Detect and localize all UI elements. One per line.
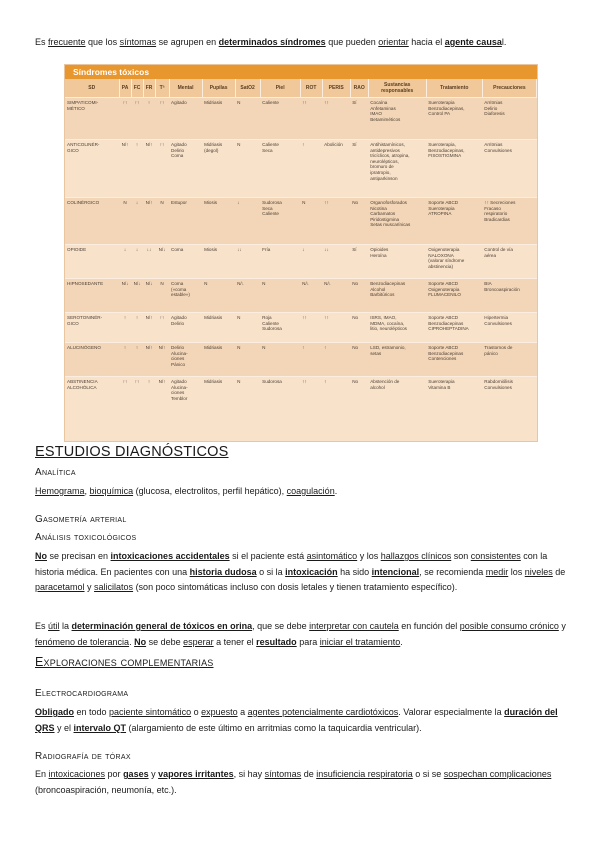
table-cell: ↑ (131, 313, 143, 343)
table-cell: Soporte ABCD Oxigenoterapia FLUMACENILO (426, 279, 482, 313)
table-cell: Oxigenoterapia NALOXONA (valorar síndrome abstinencia) (426, 245, 482, 279)
analitica-paragraph: Hemograma, bioquímica (glucosa, electrolitos, perfil hepático), coagulación. (35, 486, 338, 496)
section-title-estudios: ESTUDIOS DIAGNÓSTICOS (35, 444, 229, 460)
table-cell: N (202, 279, 235, 313)
table-cell: N (260, 343, 300, 377)
table-cell: N/↑ (143, 140, 155, 198)
table-row (65, 343, 537, 377)
rx-paragraph: En intoxicaciones por gases y vapores irritantes, si hay síntomas de insuficiencia respiratoria o si se sospechan complicaciones (broncoaspiración, neumonía, etc.). (35, 769, 552, 795)
table-cell: ↑↑ (131, 98, 143, 140)
table-cell: Organofosforados Nicotina Carbamatos Piridostigmina Setas muscarínicas (368, 198, 426, 245)
table-cell: Coma (169, 245, 202, 279)
subheading-toxicologicos: Análisis toxicológicos (35, 532, 137, 543)
table-cell: N/↑ (155, 377, 169, 415)
table-cell: Midriasis (202, 98, 235, 140)
table-cell: ↓ (131, 245, 143, 279)
table-cell: No (350, 313, 368, 343)
table-cell: BIA Broncoaspiración (482, 279, 536, 313)
table-row (65, 279, 537, 313)
column-header: Precauciones (482, 79, 536, 98)
table-cell: Agitado (169, 98, 202, 140)
column-header: Tª (155, 79, 169, 98)
table-cell: N/↓ (131, 279, 143, 313)
table-cell: ↑ (300, 140, 322, 198)
column-header: PERIS (322, 79, 350, 98)
table-row (65, 313, 537, 343)
table-cell: N (235, 313, 260, 343)
column-header: Sustancias responsables (368, 79, 426, 98)
table-cell: N (235, 140, 260, 198)
table-cell: No (350, 198, 368, 245)
table-cell: No (350, 343, 368, 377)
table-cell: No (350, 279, 368, 313)
column-header: FR (143, 79, 155, 98)
table-cell: N/↑ (143, 343, 155, 377)
table-cell: Abolición (322, 140, 350, 198)
table-cell: ↑↑ (131, 377, 143, 415)
ecg-paragraph: Obligado en todo paciente sintomático o expuesto a agentes potencialmente cardiotóxicos. Valorar especialmente la duración del QRS y el intervalo QT (alargamiento de este último en arritmias como la taquicardia ventricular). (35, 707, 558, 733)
table-cell: Midriasis (degol) (202, 140, 235, 198)
table-cell: Sudorosa (260, 377, 300, 415)
table-cell: Miosis (202, 245, 235, 279)
table-cell: Delirio Alucina- ciones Pánico (169, 343, 202, 377)
table-cell: ↑↑ (322, 313, 350, 343)
table-cell: Midriasis (202, 313, 235, 343)
table-cell: ↓ (300, 245, 322, 279)
table-cell: Benzodiacepinas Alcohol Barbitúricos (368, 279, 426, 313)
table-cell: Hipertermia Convulsiones (482, 313, 536, 343)
toxic-syndromes-table (64, 64, 538, 442)
table-cell: Sí (350, 140, 368, 198)
table-cell: Agitado Delirio Coma (169, 140, 202, 198)
table-cell: ABSTINENCIA ALCOHÓLICA (65, 377, 119, 415)
table-cell: ↑↑ (119, 98, 131, 140)
column-header: ROT (300, 79, 322, 98)
table-cell: ↑↑ Secreciones Fracaso respiratorio Bradicardias (482, 198, 536, 245)
table-cell: N/↑ (143, 313, 155, 343)
table-cell: ↑↑ (119, 377, 131, 415)
intro-paragraph: Es frecuente que los síntomas se agrupen en determinados síndromes que pueden orientar hacia el agente causal. (35, 37, 507, 47)
table-cell: N (300, 198, 322, 245)
table-cell: Sí (350, 245, 368, 279)
table-cell: N (235, 343, 260, 377)
table-cell: Caliente Seca (260, 140, 300, 198)
table-cell: ↑ (143, 377, 155, 415)
table-cell: ↓ (119, 245, 131, 279)
table-cell: ↓↓ (322, 245, 350, 279)
table-cell: N/↓ (143, 279, 155, 313)
table-row (65, 98, 537, 140)
table-cell: COLINÉRGICO (65, 198, 119, 245)
table-cell: N (235, 377, 260, 415)
table-cell: Sueroterapia, Benzodiacepinas, FISOSTIGMINA (426, 140, 482, 198)
table-cell: ↓↓ (143, 245, 155, 279)
column-header: SD (65, 79, 119, 98)
table-cell: N (155, 198, 169, 245)
table-cell: Estupor (169, 198, 202, 245)
table-cell: Sueroterapia Vitamina B (426, 377, 482, 415)
table-cell: ↓↓ (235, 245, 260, 279)
table-body (65, 98, 537, 415)
table-cell: SEROTONINÉR- GICO (65, 313, 119, 343)
table-cell: Agitado Alucina- ciones Temblor (169, 377, 202, 415)
table-cell: ↓ (131, 198, 143, 245)
table-cell: Caliente (260, 98, 300, 140)
table-cell: Roja Caliente Sudorosa (260, 313, 300, 343)
table-row (65, 377, 537, 415)
table-cell: Opioides Heroína (368, 245, 426, 279)
table-cell: ↑ (131, 343, 143, 377)
subheading-gasometria: Gasometría arterial (35, 514, 127, 525)
table-title: Síndromes tóxicos (65, 65, 537, 79)
table-header-row (65, 79, 537, 98)
table-cell: Rabdomiólisis Convulsiones (482, 377, 536, 415)
table-cell: Sudorosa Seca Caliente (260, 198, 300, 245)
table-cell: ANTICOLINÉR- GICO (65, 140, 119, 198)
table-cell: N/↓ (235, 279, 260, 313)
table-cell: Agitado Delirio (169, 313, 202, 343)
table-cell: ↑↑ (300, 98, 322, 140)
table-cell: Trastornos de pánico (482, 343, 536, 377)
column-header: Mental (169, 79, 202, 98)
column-header: Pupilas (202, 79, 235, 98)
table-cell: Midriasis (202, 343, 235, 377)
table-row (65, 198, 537, 245)
column-header: PA (119, 79, 131, 98)
table-cell: HIPNOSEDANTE (65, 279, 119, 313)
table-cell: ↑ (131, 140, 143, 198)
table-cell: Coma («coma estable») (169, 279, 202, 313)
table-cell: N (260, 279, 300, 313)
table-cell: Sueroterapia Benzodiacepinas, Control PA (426, 98, 482, 140)
table-cell: N/↓ (119, 279, 131, 313)
table-cell: ↑↑ (155, 98, 169, 140)
table-cell: No (350, 377, 368, 415)
table-cell: Miosis (202, 198, 235, 245)
toxicologicos-paragraph-1: No se precisan en intoxicaciones accidentales si el paciente está asintomático y los hallazgos clínicos son consistentes con la historia médica. En pacientes con una historia dudosa o si la intoxicación ha sido intencional, se recomienda medir los niveles de paracetamol y salicilatos (son poco sintomáticas incluso con dosis letales y tienen tratamiento específico). (35, 551, 566, 592)
table-cell: N/↑ (155, 343, 169, 377)
table-cell: ↑↑ (300, 377, 322, 415)
table-cell: Fría (260, 245, 300, 279)
table-cell: Soporte ABCD Benzodiacepinas Contenciones (426, 343, 482, 377)
table-cell: ALUCINÓGENO (65, 343, 119, 377)
table-cell: ↑↑ (300, 313, 322, 343)
table-cell: LSD, estramonio, setas (368, 343, 426, 377)
table-cell: N/↓ (300, 279, 322, 313)
table-cell: Arritmias Convulsiones (482, 140, 536, 198)
subheading-rx-torax: Radiografía de tórax (35, 751, 131, 762)
table-cell: N (119, 198, 131, 245)
table-cell: Cocaína Anfetaminas IMAO Betamiméticos (368, 98, 426, 140)
table-cell: N/↑ (119, 140, 131, 198)
syndromes-grid (65, 79, 537, 415)
table-cell: ↑↑ (322, 98, 350, 140)
table-cell: Abstención de alcohol (368, 377, 426, 415)
table-cell: ↑ (300, 343, 322, 377)
table-cell: ↑ (119, 313, 131, 343)
column-header: RAO (350, 79, 368, 98)
subheading-ecg: Electrocardiograma (35, 688, 129, 699)
table-cell: N (235, 98, 260, 140)
table-cell: ↑ (119, 343, 131, 377)
table-cell: ↑↑ (155, 313, 169, 343)
table-cell: Arritmias Delirio Diaforesis (482, 98, 536, 140)
table-row (65, 245, 537, 279)
table-cell: N/↓ (155, 245, 169, 279)
column-header: Tratamiento (426, 79, 482, 98)
table-cell: Soporte ABCD Benzodiacepinas CIPROHEPTADINA (426, 313, 482, 343)
column-header: Piel (260, 79, 300, 98)
column-header: SatO2 (235, 79, 260, 98)
table-cell: N/↑ (143, 198, 155, 245)
table-row (65, 140, 537, 198)
table-cell: Midriasis (202, 377, 235, 415)
toxicologicos-paragraph-2: Es útil la determinación general de tóxicos en orina, que se debe interpretar con cautela en función del posible consumo crónico y fenómeno de tolerancia. No se debe esperar a tener el resultado para iniciar el tratamiento. (35, 621, 566, 647)
table-cell: ↑ (322, 343, 350, 377)
table-cell: N/↓ (322, 279, 350, 313)
subheading-analitica: Analítica (35, 467, 76, 478)
table-cell: Antihistamínicos, antidepresivos tricíclicos, atropina, neurolépticos, bromuro de ipratropio, antiparkinson (368, 140, 426, 198)
table-cell: OPIOIDE (65, 245, 119, 279)
table-cell: N (155, 279, 169, 313)
table-cell: ↑ (143, 98, 155, 140)
table-cell: ↑↑ (322, 198, 350, 245)
table-cell: ↑ (322, 377, 350, 415)
column-header: FC (131, 79, 143, 98)
section-title-exploraciones: Exploraciones complementarias (35, 655, 214, 669)
table-cell: ↓ (235, 198, 260, 245)
table-cell: SIMPATICOMI- MÉTICO (65, 98, 119, 140)
table-cell: Soporte ABCD Sueroterapia ATROPINA (426, 198, 482, 245)
table-cell: Control de vía aérea (482, 245, 536, 279)
table-cell: ISRS, IMAO, MDMA, cocaína, litio, neurolépticos (368, 313, 426, 343)
table-cell: Sí (350, 98, 368, 140)
table-cell: ↑↑ (155, 140, 169, 198)
